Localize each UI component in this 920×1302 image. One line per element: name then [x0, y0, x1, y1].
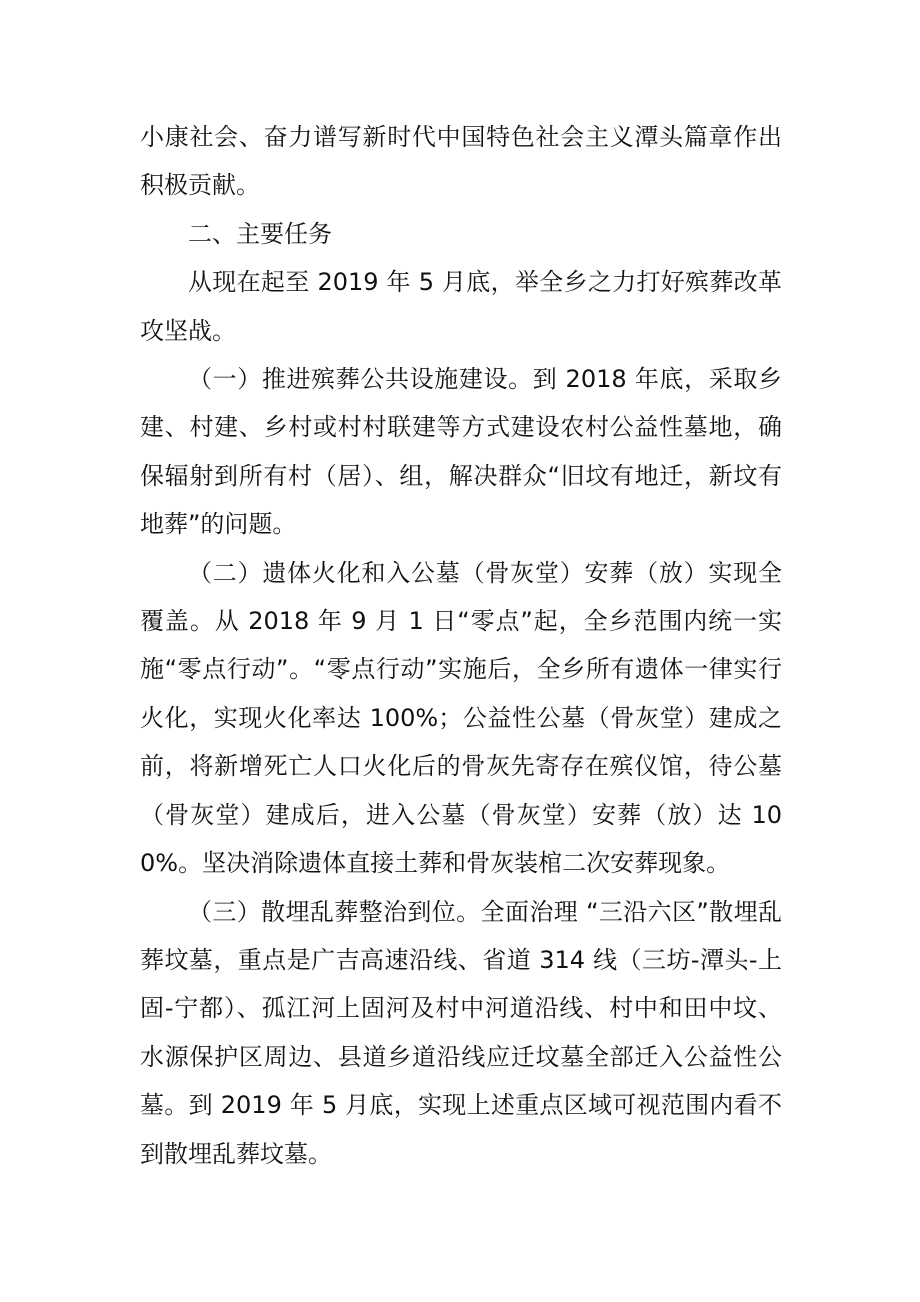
paragraph-overview: 从现在起至 2019 年 5 月底，举全乡之力打好殡葬改革攻坚战。: [140, 268, 782, 345]
paragraph-item-3: （三）散埋乱葬整治到位。全面治理 “三沿六区”散埋乱葬坟墓，重点是广吉高速沿线、省道 314 线（三坊-潭头-上固-宁都）、孤江河上固河及村中河道沿线、村中和田中坟、水源保护区周边、县道乡道沿线应迁坟墓全部迁入公益性公墓。到 2019 年 5 月底，实现上述重点区域可视范围内看不到散埋乱葬坟墓。: [140, 897, 782, 1168]
document-body: [140, 113, 782, 1178]
paragraph-item-2: （二）遗体火化和入公墓（骨灰堂）安葬（放）实现全覆盖。从 2018 年 9 月 1 日“零点”起，全乡范围内统一实施“零点行动”。“零点行动”实施后，全乡所有遗体一律实行火化，实现火化率达 100%；公益性公墓（骨灰堂）建成之前，将新增死亡人口火化后的骨灰先寄存在殡仪馆，待公墓（骨灰堂）建成后，进入公墓（骨灰堂）安葬（放）达 100%。坚决消除遗体直接土葬和骨灰装棺二次安葬现象。: [140, 558, 782, 878]
paragraph-continuation: 小康社会、奋力谱写新时代中国特色社会主义潭头篇章作出积极贡献。: [140, 123, 782, 200]
paragraph-item-1: （一）推进殡葬公共设施建设。到 2018 年底，采取乡建、村建、乡村或村村联建等方式建设农村公益性墓地，确保辐射到所有村（居）、组，解决群众“旧坟有地迁，新坟有地葬”的问题。: [140, 365, 782, 539]
section-heading-main-tasks: 二、主要任务: [188, 219, 332, 248]
